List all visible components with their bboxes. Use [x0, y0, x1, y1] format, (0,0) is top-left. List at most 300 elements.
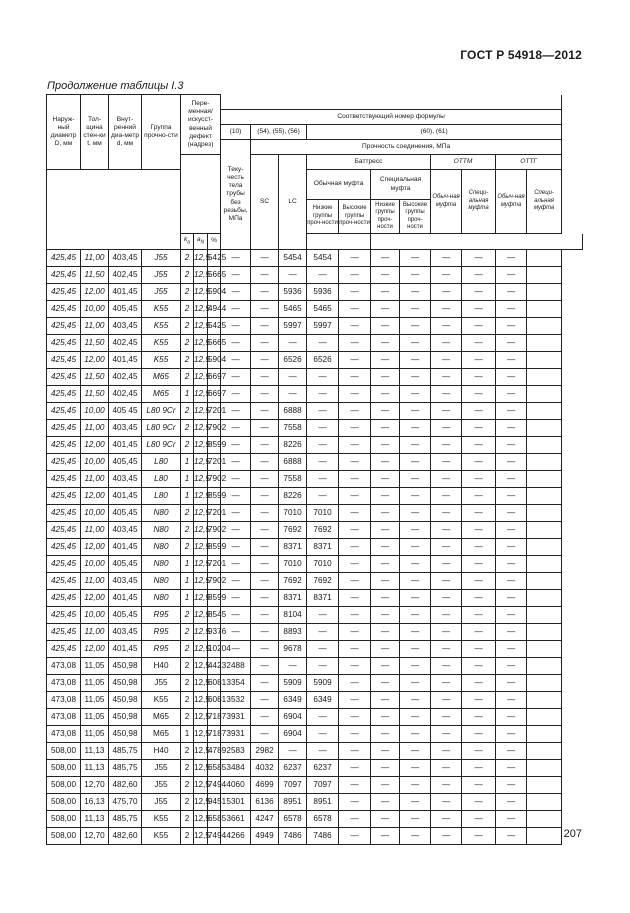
- table-row: [47, 794, 583, 811]
- table-cell: 425,45: [47, 352, 81, 369]
- table-cell: L80: [142, 488, 181, 505]
- table-cell: —: [251, 420, 279, 437]
- table-cell: —: [279, 743, 307, 760]
- document-code: ГОСТ Р 54918—2012: [460, 48, 582, 62]
- table-cell: 12,5: [194, 403, 208, 420]
- table-cell: 2: [181, 352, 194, 369]
- table-cell: —: [400, 335, 431, 352]
- table-cell: 2: [181, 692, 194, 709]
- table-cell: —: [431, 658, 462, 675]
- table-cell: —: [371, 301, 400, 318]
- table-cell: 12,00: [81, 641, 109, 658]
- table-cell: —: [431, 471, 462, 488]
- table-cell: —: [251, 607, 279, 624]
- table-cell: [527, 505, 562, 522]
- header-ottg-special: Специ-альная муфта: [527, 170, 562, 234]
- table-cell: 403,45: [109, 573, 142, 590]
- table-cell: [527, 488, 562, 505]
- header-k-a: $k_a$: [181, 234, 194, 250]
- table-cell: —: [400, 369, 431, 386]
- table-cell: 2: [181, 760, 194, 777]
- table-cell: —: [462, 267, 496, 284]
- table-cell: —: [339, 573, 371, 590]
- table-cell: —: [339, 658, 371, 675]
- table-row: [47, 454, 583, 471]
- table-cell: [527, 267, 562, 284]
- table-cell: [527, 369, 562, 386]
- table-cell: —: [221, 539, 251, 556]
- table-cell: 485,75: [109, 743, 142, 760]
- table-cell: 6585: [208, 760, 221, 777]
- table-cell: 2: [181, 607, 194, 624]
- table-cell: —: [496, 794, 527, 811]
- table-cell: —: [431, 709, 462, 726]
- table-cell: 11,00: [81, 420, 109, 437]
- table-cell: —: [307, 658, 339, 675]
- table-cell: —: [307, 454, 339, 471]
- table-cell: —: [400, 471, 431, 488]
- table-cell: R95: [142, 641, 181, 658]
- table-cell: 12,5: [194, 352, 208, 369]
- table-cell: —: [431, 318, 462, 335]
- table-cell: —: [339, 760, 371, 777]
- table-cell: —: [307, 743, 339, 760]
- table-cell: —: [339, 709, 371, 726]
- table-cell: 7692: [279, 522, 307, 539]
- header-formula-number: Соответствующий номер формулы: [221, 110, 562, 125]
- table-cell: —: [496, 556, 527, 573]
- header-joint-strength: Прочность соединения, МПа: [251, 140, 562, 155]
- table-cell: —: [462, 760, 496, 777]
- table-cell: 11,05: [81, 709, 109, 726]
- table-cell: 405,45: [109, 556, 142, 573]
- table-cell: 405,45: [109, 301, 142, 318]
- table-cell: 403,45: [109, 420, 142, 437]
- table-cell: —: [307, 488, 339, 505]
- table-cell: [527, 335, 562, 352]
- table-cell: —: [339, 692, 371, 709]
- table-cell: —: [371, 726, 400, 743]
- table-cell: 5909: [307, 675, 339, 692]
- table-cell: —: [431, 403, 462, 420]
- header-bt-special-low: Низкие группы проч-ности: [371, 200, 400, 234]
- table-cell: —: [462, 335, 496, 352]
- table-cell: —: [371, 267, 400, 284]
- table-cell: 425,45: [47, 641, 81, 658]
- table-cell: J55: [142, 794, 181, 811]
- table-cell: 6136: [251, 794, 279, 811]
- table-cell: R95: [142, 624, 181, 641]
- table-cell: —: [431, 641, 462, 658]
- table-cell: [527, 692, 562, 709]
- table-cell: —: [221, 386, 251, 403]
- table-cell: 7010: [279, 505, 307, 522]
- table-cell: 12,00: [81, 539, 109, 556]
- table-cell: —: [371, 658, 400, 675]
- table-cell: —: [251, 539, 279, 556]
- table-cell: —: [221, 437, 251, 454]
- table-cell: —: [431, 522, 462, 539]
- table-cell: 425,45: [47, 301, 81, 318]
- table-cell: K55: [142, 692, 181, 709]
- table-cell: 7201: [208, 403, 221, 420]
- table-cell: —: [431, 386, 462, 403]
- table-cell: M65: [142, 369, 181, 386]
- table-cell: —: [221, 488, 251, 505]
- table-cell: —: [251, 675, 279, 692]
- header-strength-group: Группа прочно-сти: [142, 95, 181, 170]
- table-cell: 2: [181, 284, 194, 301]
- table-cell: L80: [142, 471, 181, 488]
- table-cell: 403,45: [109, 318, 142, 335]
- table-cell: 2: [181, 369, 194, 386]
- table-cell: 2: [181, 437, 194, 454]
- table-cell: —: [431, 250, 462, 267]
- table-cell: —: [221, 505, 251, 522]
- table-cell: 6081: [208, 675, 221, 692]
- table-cell: 8371: [307, 539, 339, 556]
- table-cell: J55: [142, 777, 181, 794]
- table-cell: —: [431, 828, 462, 845]
- table-cell: 401,45: [109, 284, 142, 301]
- header-ottm: ОТТМ: [431, 155, 496, 170]
- table-cell: 401,45: [109, 352, 142, 369]
- table-cell: —: [496, 624, 527, 641]
- table-cell: —: [221, 607, 251, 624]
- table-cell: —: [251, 301, 279, 318]
- table-cell: —: [251, 471, 279, 488]
- table-cell: M65: [142, 709, 181, 726]
- table-cell: —: [339, 267, 371, 284]
- table-cell: 5425: [208, 318, 221, 335]
- table-cell: —: [400, 556, 431, 573]
- table-cell: —: [400, 828, 431, 845]
- table-cell: —: [462, 641, 496, 658]
- table-cell: 425,45: [47, 335, 81, 352]
- table-cell: 12,5: [194, 811, 208, 828]
- table-cell: —: [221, 403, 251, 420]
- table-cell: 473,08: [47, 692, 81, 709]
- table-cell: —: [339, 556, 371, 573]
- table-cell: 425,45: [47, 420, 81, 437]
- table-row: [47, 675, 583, 692]
- table-cell: —: [462, 777, 496, 794]
- table-cell: —: [431, 794, 462, 811]
- header-bt-special-high: Высокие группы проч-ности: [400, 200, 431, 234]
- table-cell: —: [462, 386, 496, 403]
- table-cell: 12,5: [194, 675, 208, 692]
- table-cell: 405,45: [109, 607, 142, 624]
- table-cell: J55: [142, 267, 181, 284]
- table-cell: —: [371, 777, 400, 794]
- table-cell: —: [307, 267, 339, 284]
- table-cell: —: [431, 284, 462, 301]
- table-cell: K55: [142, 301, 181, 318]
- table-cell: 3661: [221, 811, 251, 828]
- table-cell: 508,00: [47, 828, 81, 845]
- table-cell: —: [400, 777, 431, 794]
- table-cell: —: [431, 743, 462, 760]
- table-cell: —: [339, 284, 371, 301]
- header-buttress-normal: Обычная муфта: [307, 170, 371, 200]
- header-buttress-special: Специальная муфта: [371, 170, 431, 200]
- table-cell: 9678: [279, 641, 307, 658]
- table-cell: —: [400, 675, 431, 692]
- table-cell: 4060: [221, 777, 251, 794]
- table-cell: —: [496, 743, 527, 760]
- table-cell: 405 45: [109, 403, 142, 420]
- table-cell: 11,00: [81, 318, 109, 335]
- table-cell: 11,50: [81, 369, 109, 386]
- table-cell: 12,5: [194, 318, 208, 335]
- table-cell: —: [221, 573, 251, 590]
- table-cell: 450,98: [109, 675, 142, 692]
- table-cell: 425,45: [47, 267, 81, 284]
- table-cell: 1: [181, 556, 194, 573]
- table-cell: —: [339, 318, 371, 335]
- table-cell: [527, 709, 562, 726]
- table-cell: 508,00: [47, 811, 81, 828]
- table-cell: —: [251, 590, 279, 607]
- table-cell: 1: [181, 471, 194, 488]
- table-cell: 2: [181, 709, 194, 726]
- table-cell: —: [307, 403, 339, 420]
- table-cell: —: [339, 675, 371, 692]
- table-cell: —: [462, 505, 496, 522]
- table-cell: —: [221, 556, 251, 573]
- table-cell: 7902: [208, 420, 221, 437]
- table-cell: —: [339, 607, 371, 624]
- table-cell: —: [371, 454, 400, 471]
- table-cell: —: [371, 335, 400, 352]
- table-row: [47, 760, 583, 777]
- table-cell: 7010: [279, 556, 307, 573]
- table-cell: —: [371, 437, 400, 454]
- table-cell: —: [496, 318, 527, 335]
- table-cell: 1: [181, 454, 194, 471]
- table-cell: 7902: [208, 471, 221, 488]
- table-cell: —: [400, 454, 431, 471]
- table-cell: 2: [181, 335, 194, 352]
- table-cell: —: [462, 369, 496, 386]
- table-cell: 11,13: [81, 743, 109, 760]
- table-cell: 1: [181, 386, 194, 403]
- table-cell: L80 9Cr: [142, 403, 181, 420]
- table-cell: —: [371, 590, 400, 607]
- table-cell: —: [462, 471, 496, 488]
- table-cell: 425,45: [47, 437, 81, 454]
- table-row: [47, 420, 583, 437]
- table-cell: 425,45: [47, 573, 81, 590]
- table-cell: 12,5: [194, 454, 208, 471]
- table-row: [47, 658, 583, 675]
- table-row: [47, 488, 583, 505]
- table-cell: —: [400, 607, 431, 624]
- table-cell: —: [371, 505, 400, 522]
- table-cell: —: [371, 471, 400, 488]
- table-cell: 12,5: [194, 760, 208, 777]
- table-cell: —: [251, 692, 279, 709]
- table-cell: 2488: [221, 658, 251, 675]
- table-cell: 6578: [279, 811, 307, 828]
- table-row: [47, 726, 583, 743]
- table-cell: K55: [142, 352, 181, 369]
- table-cell: —: [462, 573, 496, 590]
- table-cell: —: [251, 522, 279, 539]
- table-cell: J55: [142, 284, 181, 301]
- table-cell: 11,50: [81, 267, 109, 284]
- table-cell: —: [251, 658, 279, 675]
- table-cell: —: [462, 301, 496, 318]
- table-cell: —: [339, 522, 371, 539]
- table-cell: —: [462, 539, 496, 556]
- table-row: [47, 505, 583, 522]
- table-cell: —: [400, 318, 431, 335]
- table-row: [47, 607, 583, 624]
- table-cell: N80: [142, 573, 181, 590]
- table-cell: —: [431, 505, 462, 522]
- table-cell: —: [431, 420, 462, 437]
- table-cell: 5936: [307, 284, 339, 301]
- table-cell: —: [251, 505, 279, 522]
- table-cell: —: [371, 607, 400, 624]
- table-cell: 8951: [279, 794, 307, 811]
- table-cell: —: [307, 607, 339, 624]
- table-cell: 5904: [208, 352, 221, 369]
- table-cell: 1: [181, 726, 194, 743]
- header-bt-normal-high: Высокие группы проч-ности: [339, 200, 371, 234]
- table-cell: —: [462, 522, 496, 539]
- table-cell: 2: [181, 250, 194, 267]
- table-cell: —: [339, 250, 371, 267]
- table-cell: —: [339, 471, 371, 488]
- table-cell: 5301: [221, 794, 251, 811]
- table-cell: M65: [142, 726, 181, 743]
- table-cell: 401,45: [109, 539, 142, 556]
- table-cell: —: [307, 641, 339, 658]
- table-cell: —: [371, 488, 400, 505]
- table-cell: —: [400, 709, 431, 726]
- table-cell: —: [496, 573, 527, 590]
- table-cell: 1: [181, 590, 194, 607]
- table-cell: 8599: [208, 590, 221, 607]
- table-cell: 403,45: [109, 250, 142, 267]
- header-formula-60: (60), (61): [307, 125, 562, 140]
- table-cell: 2: [181, 675, 194, 692]
- table-cell: [527, 675, 562, 692]
- table-cell: 8893: [279, 624, 307, 641]
- table-cell: [527, 522, 562, 539]
- table-cell: 11,00: [81, 522, 109, 539]
- table-cell: 8226: [279, 488, 307, 505]
- table-row: [47, 250, 583, 267]
- table-cell: 10,00: [81, 505, 109, 522]
- table-cell: 11,00: [81, 624, 109, 641]
- table-cell: H40: [142, 658, 181, 675]
- table-cell: —: [496, 488, 527, 505]
- table-cell: —: [371, 828, 400, 845]
- table-cell: 6237: [279, 760, 307, 777]
- table-cell: —: [496, 760, 527, 777]
- table-cell: 7692: [279, 573, 307, 590]
- table-row: [47, 471, 583, 488]
- table-cell: —: [462, 454, 496, 471]
- header-formula-54: (54), (55), (56): [251, 125, 307, 140]
- table-cell: —: [431, 301, 462, 318]
- table-cell: L80 9Cr: [142, 420, 181, 437]
- table-cell: —: [371, 403, 400, 420]
- table-cell: 450,98: [109, 726, 142, 743]
- table-cell: [527, 760, 562, 777]
- table-cell: 6237: [307, 760, 339, 777]
- table-cell: 2: [181, 420, 194, 437]
- table-cell: —: [339, 403, 371, 420]
- table-cell: —: [431, 760, 462, 777]
- table-cell: [527, 811, 562, 828]
- table-caption: Продолжение таблицы I.3: [47, 80, 184, 92]
- table-cell: —: [496, 709, 527, 726]
- table-cell: [527, 250, 562, 267]
- table-cell: 402,45: [109, 386, 142, 403]
- table-cell: —: [371, 794, 400, 811]
- header-defect: Пере-менная/ искусст-венный дефект (надрез): [181, 95, 221, 155]
- table-cell: 5465: [307, 301, 339, 318]
- table-cell: 425,45: [47, 539, 81, 556]
- table-cell: 9451: [208, 794, 221, 811]
- table-cell: —: [221, 420, 251, 437]
- table-cell: 2: [181, 743, 194, 760]
- table-cell: —: [496, 420, 527, 437]
- table-cell: 482,60: [109, 777, 142, 794]
- table-cell: M65: [142, 386, 181, 403]
- table-cell: 8371: [279, 539, 307, 556]
- table-cell: —: [371, 760, 400, 777]
- table-cell: —: [251, 369, 279, 386]
- table-cell: 6349: [307, 692, 339, 709]
- table-cell: 482,60: [109, 828, 142, 845]
- header-a-n: $a_N$: [194, 234, 208, 250]
- table-cell: —: [251, 352, 279, 369]
- table-cell: 2: [181, 301, 194, 318]
- table-cell: 6888: [279, 454, 307, 471]
- table-cell: [527, 794, 562, 811]
- table-cell: —: [400, 726, 431, 743]
- table-cell: [527, 624, 562, 641]
- table-cell: —: [307, 709, 339, 726]
- table-cell: 12,5: [194, 777, 208, 794]
- table-cell: [527, 556, 562, 573]
- table-cell: 12,00: [81, 437, 109, 454]
- table-cell: —: [462, 811, 496, 828]
- table-cell: —: [307, 386, 339, 403]
- table-cell: 12,5: [194, 522, 208, 539]
- table-cell: 403,45: [109, 471, 142, 488]
- table-cell: —: [400, 250, 431, 267]
- table-cell: —: [339, 726, 371, 743]
- table-cell: 12,5: [194, 726, 208, 743]
- table-cell: —: [251, 556, 279, 573]
- table-cell: 7558: [279, 420, 307, 437]
- table-cell: 405,45: [109, 505, 142, 522]
- table-cell: —: [339, 301, 371, 318]
- table-cell: K55: [142, 811, 181, 828]
- table-cell: 12,5: [194, 641, 208, 658]
- table-cell: 12,70: [81, 828, 109, 845]
- table-cell: 485,75: [109, 811, 142, 828]
- table-cell: K55: [142, 828, 181, 845]
- table-cell: —: [251, 641, 279, 658]
- table-cell: 2583: [221, 743, 251, 760]
